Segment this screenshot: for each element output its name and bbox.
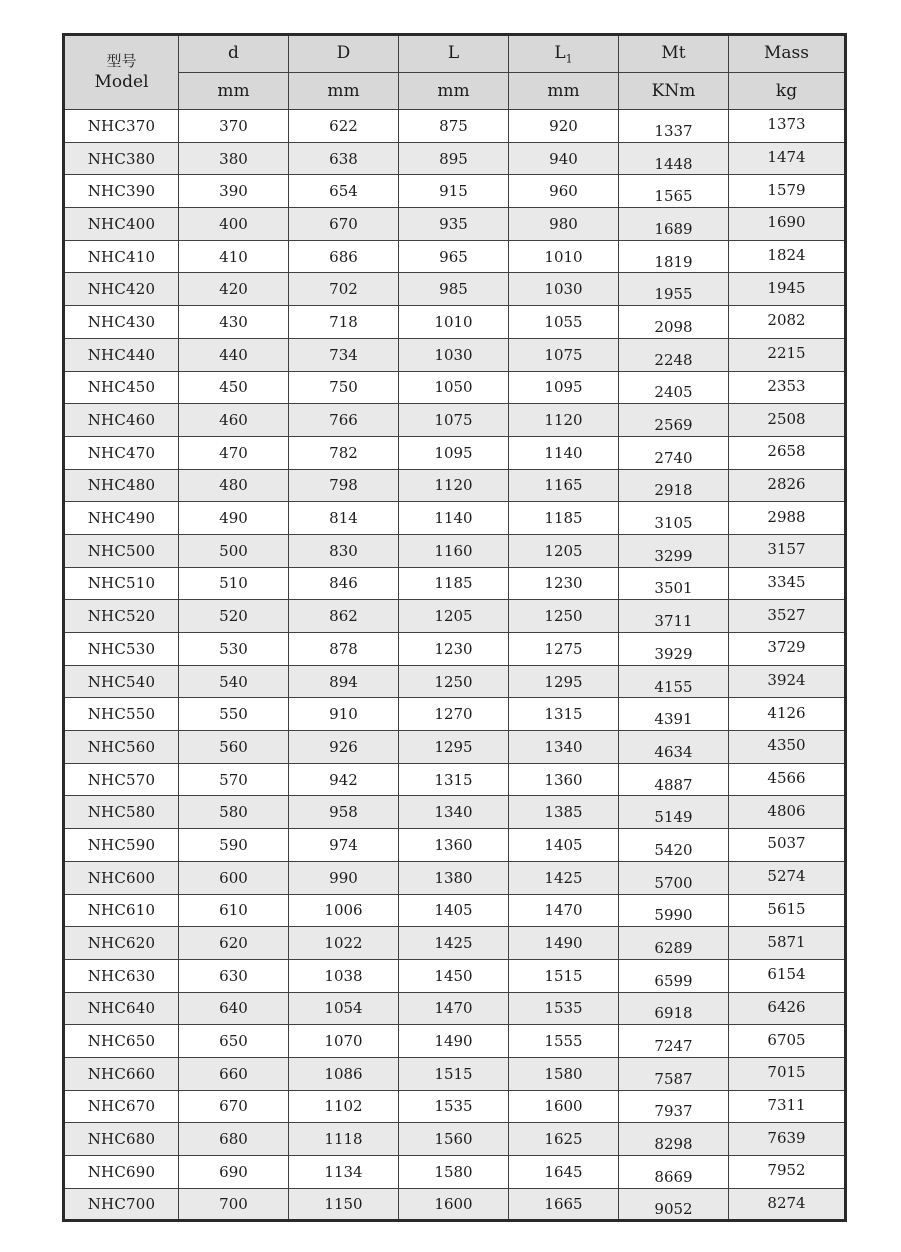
cell-D: 814 <box>289 502 399 535</box>
table-header <box>64 35 846 110</box>
cell-L1: 1075 <box>509 338 619 371</box>
col-header-Mt <box>619 35 729 73</box>
cell-L: 1095 <box>399 436 509 469</box>
unit-D: mm <box>289 73 399 110</box>
cell-L: 1030 <box>399 338 509 371</box>
table-row <box>64 829 846 862</box>
cell-Mass: 4806 <box>729 796 846 829</box>
table-row <box>64 436 846 469</box>
cell-model: NHC550 <box>64 698 179 731</box>
cell-d: 690 <box>179 1156 289 1189</box>
cell-d: 540 <box>179 665 289 698</box>
cell-Mt: 9052 <box>619 1188 729 1221</box>
cell-D: 974 <box>289 829 399 862</box>
table-row <box>64 1090 846 1123</box>
cell-D: 702 <box>289 273 399 306</box>
cell-L1: 1250 <box>509 600 619 633</box>
cell-model: NHC690 <box>64 1156 179 1189</box>
cell-D: 958 <box>289 796 399 829</box>
table-row <box>64 534 846 567</box>
cell-L: 1380 <box>399 861 509 894</box>
table-row <box>64 502 846 535</box>
cell-d: 550 <box>179 698 289 731</box>
cell-d: 490 <box>179 502 289 535</box>
cell-Mt: 3711 <box>619 600 729 633</box>
cell-d: 640 <box>179 992 289 1025</box>
cell-Mt: 7937 <box>619 1090 729 1123</box>
cell-L1: 1665 <box>509 1188 619 1221</box>
table-row <box>64 142 846 175</box>
cell-L1: 1140 <box>509 436 619 469</box>
cell-L1: 1360 <box>509 763 619 796</box>
cell-L: 1360 <box>399 829 509 862</box>
cell-Mass: 8274 <box>729 1188 846 1221</box>
cell-model: NHC580 <box>64 796 179 829</box>
cell-L1: 940 <box>509 142 619 175</box>
cell-L1: 1600 <box>509 1090 619 1123</box>
col-header-D <box>289 35 399 73</box>
cell-Mass: 3345 <box>729 567 846 600</box>
cell-Mass: 7015 <box>729 1057 846 1090</box>
cell-D: 1006 <box>289 894 399 927</box>
cell-L: 965 <box>399 240 509 273</box>
cell-D: 1038 <box>289 959 399 992</box>
cell-L: 1580 <box>399 1156 509 1189</box>
col-label: L <box>447 42 460 63</box>
cell-Mass: 3729 <box>729 633 846 666</box>
cell-model: NHC630 <box>64 959 179 992</box>
cell-model: NHC570 <box>64 763 179 796</box>
cell-Mass: 1690 <box>729 208 846 241</box>
cell-L1: 1275 <box>509 633 619 666</box>
cell-L1: 1555 <box>509 1025 619 1058</box>
cell-Mass: 7311 <box>729 1090 846 1123</box>
unit-L: mm <box>399 73 509 110</box>
cell-L1: 1515 <box>509 959 619 992</box>
table-row <box>64 1025 846 1058</box>
cell-model: NHC610 <box>64 894 179 927</box>
cell-model: NHC660 <box>64 1057 179 1090</box>
cell-Mass: 5871 <box>729 927 846 960</box>
cell-L: 1010 <box>399 306 509 339</box>
cell-model: NHC510 <box>64 567 179 600</box>
col-label: Mt <box>661 42 686 63</box>
cell-Mass: 4566 <box>729 763 846 796</box>
col-label: D <box>336 42 351 63</box>
cell-L: 1560 <box>399 1123 509 1156</box>
cell-L1: 1230 <box>509 567 619 600</box>
cell-model: NHC700 <box>64 1188 179 1221</box>
cell-model: NHC410 <box>64 240 179 273</box>
cell-Mass: 1373 <box>729 110 846 143</box>
table-row <box>64 1188 846 1221</box>
cell-d: 630 <box>179 959 289 992</box>
cell-L: 935 <box>399 208 509 241</box>
cell-Mt: 4155 <box>619 665 729 698</box>
table-row <box>64 600 846 633</box>
cell-d: 560 <box>179 731 289 764</box>
cell-model: NHC520 <box>64 600 179 633</box>
cell-model: NHC420 <box>64 273 179 306</box>
cell-D: 942 <box>289 763 399 796</box>
col-header-model-cn: 型号 <box>106 51 137 70</box>
cell-L1: 920 <box>509 110 619 143</box>
cell-model: NHC480 <box>64 469 179 502</box>
cell-Mt: 1337 <box>619 110 729 143</box>
cell-Mass: 1474 <box>729 142 846 175</box>
col-header-model <box>64 35 179 110</box>
cell-Mt: 1819 <box>619 240 729 273</box>
cell-d: 460 <box>179 404 289 437</box>
cell-d: 370 <box>179 110 289 143</box>
cell-Mt: 2740 <box>619 436 729 469</box>
col-label-sub: 1 <box>565 52 573 66</box>
col-label: d <box>228 42 239 63</box>
cell-L: 1205 <box>399 600 509 633</box>
cell-Mt: 1955 <box>619 273 729 306</box>
cell-D: 846 <box>289 567 399 600</box>
cell-d: 670 <box>179 1090 289 1123</box>
cell-model: NHC590 <box>64 829 179 862</box>
cell-L: 1270 <box>399 698 509 731</box>
cell-Mt: 2918 <box>619 469 729 502</box>
col-header-Mass <box>729 35 846 73</box>
cell-d: 570 <box>179 763 289 796</box>
cell-model: NHC620 <box>64 927 179 960</box>
cell-Mass: 2353 <box>729 371 846 404</box>
cell-Mass: 1824 <box>729 240 846 273</box>
cell-Mt: 5420 <box>619 829 729 862</box>
cell-L: 915 <box>399 175 509 208</box>
cell-L1: 1185 <box>509 502 619 535</box>
cell-D: 1022 <box>289 927 399 960</box>
cell-D: 750 <box>289 371 399 404</box>
cell-model: NHC560 <box>64 731 179 764</box>
unit-d: mm <box>179 73 289 110</box>
cell-Mass: 4350 <box>729 731 846 764</box>
cell-d: 700 <box>179 1188 289 1221</box>
cell-L1: 1055 <box>509 306 619 339</box>
cell-D: 686 <box>289 240 399 273</box>
cell-Mt: 8298 <box>619 1123 729 1156</box>
cell-d: 580 <box>179 796 289 829</box>
cell-L1: 1095 <box>509 371 619 404</box>
cell-Mt: 7247 <box>619 1025 729 1058</box>
cell-d: 500 <box>179 534 289 567</box>
cell-L: 1535 <box>399 1090 509 1123</box>
cell-D: 830 <box>289 534 399 567</box>
cell-d: 430 <box>179 306 289 339</box>
cell-Mass: 6705 <box>729 1025 846 1058</box>
cell-Mass: 5274 <box>729 861 846 894</box>
cell-model: NHC470 <box>64 436 179 469</box>
cell-L: 1490 <box>399 1025 509 1058</box>
cell-D: 1070 <box>289 1025 399 1058</box>
cell-d: 470 <box>179 436 289 469</box>
cell-L1: 1470 <box>509 894 619 927</box>
cell-Mt: 5149 <box>619 796 729 829</box>
table-row <box>64 110 846 143</box>
cell-model: NHC490 <box>64 502 179 535</box>
cell-Mt: 8669 <box>619 1156 729 1189</box>
cell-d: 650 <box>179 1025 289 1058</box>
cell-Mass: 2082 <box>729 306 846 339</box>
table-row <box>64 240 846 273</box>
cell-Mt: 5990 <box>619 894 729 927</box>
cell-L: 1470 <box>399 992 509 1025</box>
cell-D: 1086 <box>289 1057 399 1090</box>
cell-Mass: 2988 <box>729 502 846 535</box>
cell-D: 1118 <box>289 1123 399 1156</box>
table-row <box>64 1156 846 1189</box>
unit-Mt: KNm <box>619 73 729 110</box>
cell-D: 1054 <box>289 992 399 1025</box>
cell-D: 798 <box>289 469 399 502</box>
col-header-L1 <box>509 35 619 73</box>
cell-Mt: 2248 <box>619 338 729 371</box>
cell-L1: 1120 <box>509 404 619 437</box>
cell-L: 1140 <box>399 502 509 535</box>
cell-model: NHC540 <box>64 665 179 698</box>
header-label-row <box>64 35 846 73</box>
cell-model: NHC450 <box>64 371 179 404</box>
cell-D: 910 <box>289 698 399 731</box>
col-label: Mass <box>764 42 809 63</box>
cell-L: 1250 <box>399 665 509 698</box>
table-row <box>64 208 846 241</box>
cell-Mt: 4634 <box>619 731 729 764</box>
table-row <box>64 567 846 600</box>
cell-model: NHC460 <box>64 404 179 437</box>
table-row <box>64 175 846 208</box>
cell-Mass: 2826 <box>729 469 846 502</box>
cell-d: 450 <box>179 371 289 404</box>
cell-d: 620 <box>179 927 289 960</box>
table-row <box>64 273 846 306</box>
cell-Mass: 2658 <box>729 436 846 469</box>
cell-D: 622 <box>289 110 399 143</box>
col-header-d <box>179 35 289 73</box>
cell-d: 420 <box>179 273 289 306</box>
cell-D: 718 <box>289 306 399 339</box>
cell-L1: 1405 <box>509 829 619 862</box>
cell-D: 638 <box>289 142 399 175</box>
cell-Mass: 1945 <box>729 273 846 306</box>
table-body <box>64 110 846 1221</box>
spec-table <box>62 33 847 1222</box>
cell-Mt: 1565 <box>619 175 729 208</box>
cell-model: NHC600 <box>64 861 179 894</box>
cell-L: 1075 <box>399 404 509 437</box>
cell-L1: 980 <box>509 208 619 241</box>
cell-L: 1160 <box>399 534 509 567</box>
cell-Mass: 3527 <box>729 600 846 633</box>
cell-L: 875 <box>399 110 509 143</box>
cell-model: NHC650 <box>64 1025 179 1058</box>
cell-Mt: 3105 <box>619 502 729 535</box>
cell-model: NHC530 <box>64 633 179 666</box>
cell-D: 862 <box>289 600 399 633</box>
cell-D: 654 <box>289 175 399 208</box>
cell-Mass: 2508 <box>729 404 846 437</box>
cell-Mt: 6599 <box>619 959 729 992</box>
cell-Mt: 5700 <box>619 861 729 894</box>
cell-Mt: 6918 <box>619 992 729 1025</box>
cell-D: 734 <box>289 338 399 371</box>
cell-Mass: 2215 <box>729 338 846 371</box>
cell-D: 1102 <box>289 1090 399 1123</box>
cell-L1: 960 <box>509 175 619 208</box>
cell-L1: 1625 <box>509 1123 619 1156</box>
cell-Mt: 3299 <box>619 534 729 567</box>
table-row <box>64 338 846 371</box>
cell-d: 600 <box>179 861 289 894</box>
cell-L1: 1340 <box>509 731 619 764</box>
cell-Mass: 5615 <box>729 894 846 927</box>
cell-Mt: 3929 <box>619 633 729 666</box>
cell-D: 926 <box>289 731 399 764</box>
cell-D: 1134 <box>289 1156 399 1189</box>
cell-d: 390 <box>179 175 289 208</box>
table-row <box>64 469 846 502</box>
cell-Mt: 3501 <box>619 567 729 600</box>
cell-L: 895 <box>399 142 509 175</box>
cell-Mass: 3924 <box>729 665 846 698</box>
cell-L1: 1490 <box>509 927 619 960</box>
cell-D: 878 <box>289 633 399 666</box>
unit-Mass: kg <box>729 73 846 110</box>
cell-d: 440 <box>179 338 289 371</box>
cell-Mt: 2569 <box>619 404 729 437</box>
cell-D: 782 <box>289 436 399 469</box>
table-row <box>64 404 846 437</box>
cell-L: 1050 <box>399 371 509 404</box>
cell-L: 1600 <box>399 1188 509 1221</box>
cell-L1: 1295 <box>509 665 619 698</box>
cell-model: NHC430 <box>64 306 179 339</box>
cell-d: 480 <box>179 469 289 502</box>
cell-Mt: 2405 <box>619 371 729 404</box>
cell-d: 590 <box>179 829 289 862</box>
unit-L1: mm <box>509 73 619 110</box>
table-row <box>64 665 846 698</box>
cell-Mt: 2098 <box>619 306 729 339</box>
col-label: L <box>554 42 566 63</box>
table-row <box>64 698 846 731</box>
cell-Mt: 7587 <box>619 1057 729 1090</box>
cell-Mt: 1448 <box>619 142 729 175</box>
cell-model: NHC390 <box>64 175 179 208</box>
cell-L1: 1535 <box>509 992 619 1025</box>
cell-L: 1315 <box>399 763 509 796</box>
cell-Mass: 7639 <box>729 1123 846 1156</box>
cell-d: 520 <box>179 600 289 633</box>
col-header-model-en: Model <box>94 72 149 93</box>
cell-Mass: 6154 <box>729 959 846 992</box>
table-row <box>64 959 846 992</box>
cell-d: 680 <box>179 1123 289 1156</box>
cell-d: 510 <box>179 567 289 600</box>
col-header-L <box>399 35 509 73</box>
cell-d: 400 <box>179 208 289 241</box>
table-row <box>64 1057 846 1090</box>
cell-Mass: 4126 <box>729 698 846 731</box>
cell-L: 1185 <box>399 567 509 600</box>
cell-L1: 1425 <box>509 861 619 894</box>
header-unit-row <box>64 73 846 110</box>
table-row <box>64 371 846 404</box>
cell-L: 985 <box>399 273 509 306</box>
cell-model: NHC370 <box>64 110 179 143</box>
table-row <box>64 1123 846 1156</box>
cell-L: 1425 <box>399 927 509 960</box>
table-row <box>64 861 846 894</box>
cell-L1: 1165 <box>509 469 619 502</box>
cell-Mt: 4887 <box>619 763 729 796</box>
cell-Mass: 3157 <box>729 534 846 567</box>
cell-L: 1340 <box>399 796 509 829</box>
cell-d: 380 <box>179 142 289 175</box>
table-row <box>64 992 846 1025</box>
cell-D: 990 <box>289 861 399 894</box>
cell-L1: 1315 <box>509 698 619 731</box>
cell-d: 530 <box>179 633 289 666</box>
cell-D: 670 <box>289 208 399 241</box>
cell-d: 410 <box>179 240 289 273</box>
cell-Mass: 6426 <box>729 992 846 1025</box>
table-row <box>64 894 846 927</box>
table-row <box>64 731 846 764</box>
cell-Mt: 1689 <box>619 208 729 241</box>
cell-L1: 1385 <box>509 796 619 829</box>
cell-model: NHC670 <box>64 1090 179 1123</box>
table-row <box>64 796 846 829</box>
cell-D: 766 <box>289 404 399 437</box>
table-row <box>64 633 846 666</box>
cell-L: 1405 <box>399 894 509 927</box>
cell-Mt: 6289 <box>619 927 729 960</box>
table-row <box>64 927 846 960</box>
cell-Mass: 1579 <box>729 175 846 208</box>
cell-Mass: 7952 <box>729 1156 846 1189</box>
cell-L1: 1580 <box>509 1057 619 1090</box>
cell-L1: 1010 <box>509 240 619 273</box>
table-row <box>64 306 846 339</box>
cell-model: NHC680 <box>64 1123 179 1156</box>
cell-L: 1120 <box>399 469 509 502</box>
cell-L: 1295 <box>399 731 509 764</box>
cell-D: 894 <box>289 665 399 698</box>
cell-model: NHC640 <box>64 992 179 1025</box>
cell-L1: 1030 <box>509 273 619 306</box>
cell-d: 660 <box>179 1057 289 1090</box>
cell-L1: 1645 <box>509 1156 619 1189</box>
cell-D: 1150 <box>289 1188 399 1221</box>
cell-L: 1230 <box>399 633 509 666</box>
cell-L: 1450 <box>399 959 509 992</box>
cell-L: 1515 <box>399 1057 509 1090</box>
cell-d: 610 <box>179 894 289 927</box>
cell-Mass: 5037 <box>729 829 846 862</box>
cell-model: NHC380 <box>64 142 179 175</box>
cell-model: NHC440 <box>64 338 179 371</box>
cell-L1: 1205 <box>509 534 619 567</box>
table-row <box>64 763 846 796</box>
cell-model: NHC500 <box>64 534 179 567</box>
cell-model: NHC400 <box>64 208 179 241</box>
cell-Mt: 4391 <box>619 698 729 731</box>
